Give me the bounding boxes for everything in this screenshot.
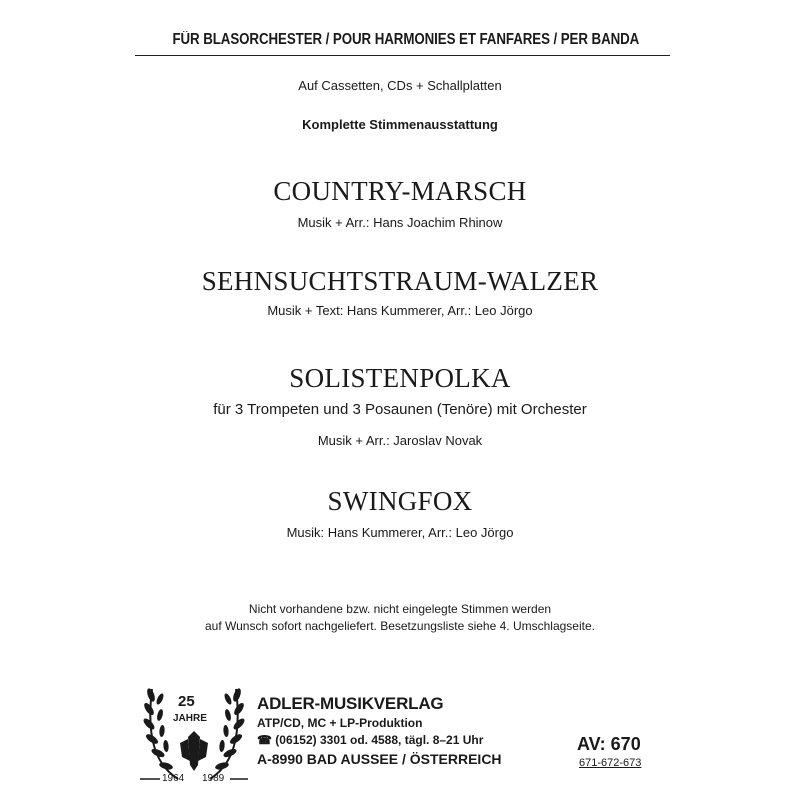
piece-title: COUNTRY-MARSCH: [273, 176, 527, 206]
media-line: Auf Cassetten, CDs + Schallplatten: [298, 78, 502, 93]
anniversary-number: 25: [178, 693, 195, 710]
piece-credit: Musik + Text: Hans Kummerer, Arr.: Leo Jörgo: [267, 303, 533, 318]
year-start: 1964: [162, 773, 185, 784]
anniversary-logo: [138, 673, 250, 791]
anniversary-word: JAHRE: [173, 713, 207, 724]
publisher-phone: ☎ (06152) 3301 od. 4588, tägl. 8–21 Uhr: [257, 733, 484, 747]
parts-line: Komplette Stimmenausstattung: [302, 117, 498, 132]
piece-title: SWINGFOX: [327, 486, 473, 516]
availability-note-line: Nicht vorhandene bzw. nicht eingelegte Stimmen werden: [248, 602, 552, 616]
piece-title: SOLISTENPOLKA: [289, 363, 511, 393]
laurel-wreath-icon: [138, 673, 250, 791]
piece-credit: Musik + Arr.: Jaroslav Novak: [317, 433, 483, 448]
piece-credit: Musik: Hans Kummerer, Arr.: Leo Jörgo: [286, 525, 514, 540]
series-header: FÜR BLASORCHESTER / POUR HARMONIES ET FANFARES / PER BANDA: [172, 31, 640, 48]
catalog-numbers: 671-672-673: [579, 757, 642, 769]
piece-subtitle: für 3 Trompeten und 3 Posaunen (Tenöre) mit Orchester: [213, 401, 587, 418]
piece-credit: Musik + Arr.: Hans Joachim Rhinow: [297, 215, 503, 230]
catalog-code: AV: 670: [577, 734, 641, 754]
publisher-name: ADLER-MUSIKVERLAG: [257, 694, 444, 713]
year-end: 1989: [202, 773, 225, 784]
piece-title: SEHNSUCHTSTRAUM-WALZER: [201, 266, 599, 296]
publisher-production: ATP/CD, MC + LP-Produktion: [257, 716, 423, 730]
header-rule: [135, 55, 670, 56]
publisher-address: A-8990 BAD AUSSEE / ÖSTERREICH: [257, 751, 502, 767]
availability-note-line: auf Wunsch sofort nachgeliefert. Besetzungsliste siehe 4. Umschlagseite.: [205, 619, 595, 633]
